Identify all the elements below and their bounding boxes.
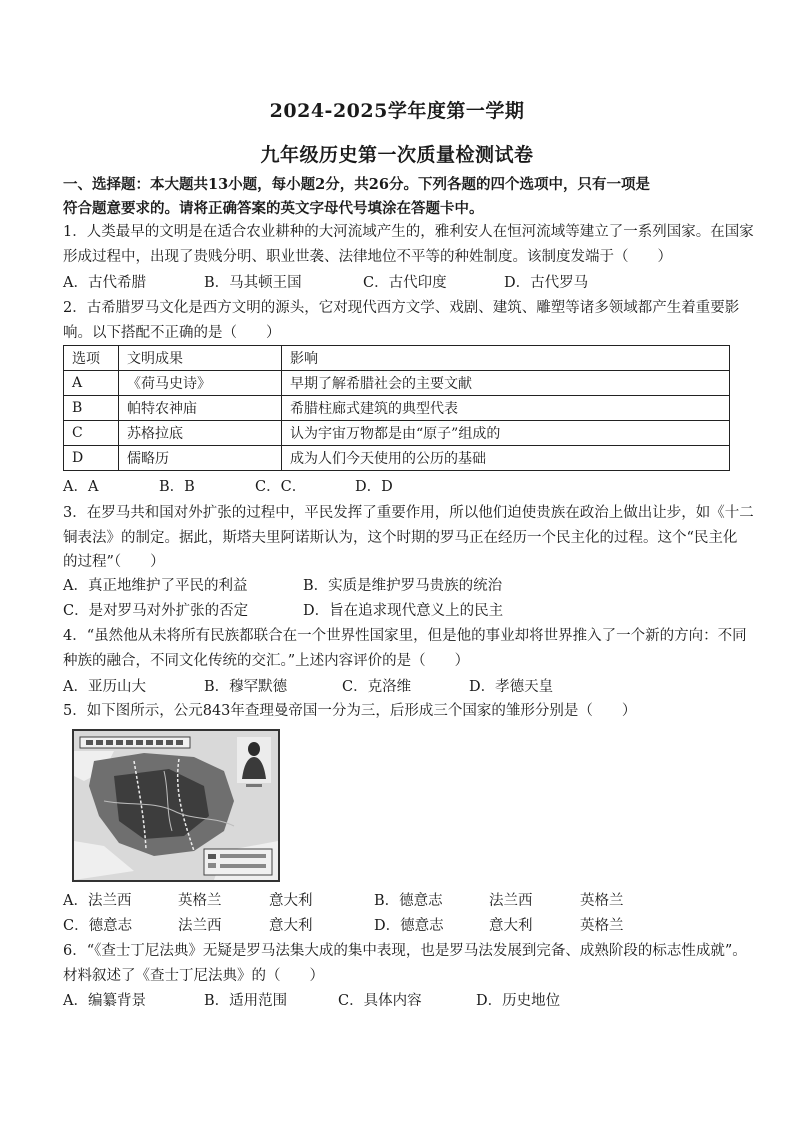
exam-title: 九年级历史第一次质量检测试卷 [260,144,534,166]
q1-stem-line-1: 1．人类最早的文明是在适合农业耕种的大河流域产生的，雅利安人在恒河流域等建立了一系列国家。在国家 [63,224,754,240]
q5-option-c-third: 意大利 [269,918,313,934]
table-row [64,421,730,446]
q6-options [63,990,743,1012]
table-cell: D [64,446,119,471]
q1-option-b: B．马其顿王国 [204,275,302,291]
table-cell: 儒略历 [119,446,282,471]
q2-option-c: C．C． [255,479,307,495]
q5-option-b-second: 法兰西 [489,893,533,909]
q3-option-a: A．真正地维护了平民的利益 [63,578,248,594]
table-header-cell: 文明成果 [119,346,282,371]
table-row [64,371,730,396]
map-illustration [74,731,278,880]
q3-options-row-1 [63,575,743,597]
table-cell: 《荷马史诗》 [119,371,282,396]
q4-option-b: B．穆罕默德 [204,679,288,695]
q1-options [63,272,743,294]
q5-option-c-second: 法兰西 [178,918,222,934]
q1-option-d: D．古代罗马 [504,275,589,291]
q3-option-d: D．旨在追求现代意义上的民主 [303,603,504,619]
table-cell: 希腊柱廊式建筑的典型代表 [282,396,730,421]
q6-stem-line-1: 6．“《查士丁尼法典》无疑是罗马法集大成的集中表现，也是罗马法发展到完备、成熟阶段的标志性成就”。 [63,943,747,959]
q2-option-b: B．B [159,479,195,495]
table-row [64,446,730,471]
q5-options-row-1 [63,890,743,912]
q3-stem-line-2: 铜表法》的制定。据此，斯塔夫里阿诺斯认为，这个时期的罗马正在经历一个民主化的过程。这个“民主化 [63,530,738,546]
table-header-cell: 影响 [282,346,730,371]
q5-option-b-third: 英格兰 [580,893,624,909]
q6-option-d: D．历史地位 [476,993,561,1009]
table-header-cell: 选项 [64,346,119,371]
q5-stem-line-1: 5．如下图所示，公元843年查理曼帝国一分为三，后形成三个国家的雏形分别是（ ） [63,703,637,719]
q2-stem-line-1: 2．古希腊罗马文化是西方文明的源头，它对现代西方文学、戏剧、建筑、雕塑等诸多领域都产生着重要影 [63,300,740,316]
q2-options [63,476,743,498]
q6-option-b: B．适用范围 [204,993,288,1009]
table-cell: 苏格拉底 [119,421,282,446]
q5-option-a-third: 意大利 [269,893,313,909]
q5-option-a-second: 英格兰 [178,893,222,909]
q2-table [63,345,730,471]
table-cell: 帕特农神庙 [119,396,282,421]
q2-option-d: D．D [355,479,393,495]
table-cell: C [64,421,119,446]
q5-options-row-2 [63,915,743,937]
q1-option-c: C．古代印度 [363,275,447,291]
q5-option-d: D．德意志 [374,918,444,934]
table-cell: A [64,371,119,396]
q3-stem-line-1: 3．在罗马共和国对外扩张的过程中，平民发挥了重要作用，所以他们迫使贵族在政治上做出让步，如《十二 [63,505,754,521]
instructions-line-2: 符合题意要求的。请将正确答案的英文字母代号填涂在答题卡中。 [63,200,484,217]
q5-option-b: B．德意志 [374,893,443,909]
q6-option-c: C．具体内容 [338,993,422,1009]
q2-option-a: A．A [63,479,99,495]
table-cell: 认为宇宙万物都是由“原子”组成的 [282,421,730,446]
q4-option-a: A．亚历山大 [63,679,146,695]
carolingian-division-map [72,729,280,882]
table-cell: B [64,396,119,421]
table-header-row [64,346,730,371]
exam-year-title: 2024-2025学年度第一学期 [269,100,525,122]
q1-option-a: A．古代希腊 [63,275,146,291]
q6-stem-line-2: 材料叙述了《查士丁尼法典》的（ ） [63,968,324,984]
q2-stem-line-2: 响。以下搭配不正确的是（ ） [63,325,281,341]
q4-option-c: C．克洛维 [342,679,412,695]
q3-options-row-2 [63,600,743,622]
q4-stem-line-2: 种族的融合，不同文化传统的交汇。”上述内容评价的是（ ） [63,653,470,669]
q6-option-a: A．编纂背景 [63,993,146,1009]
instructions-line-1: 一、选择题：本大题共13小题，每小题2分，共26分。下列各题的四个选项中，只有一项是 [63,176,650,193]
q5-option-d-second: 意大利 [489,918,533,934]
q5-option-a: A．法兰西 [63,893,132,909]
table-cell: 早期了解希腊社会的主要文献 [282,371,730,396]
q5-option-d-third: 英格兰 [580,918,624,934]
q4-stem-line-1: 4．“虽然他从未将所有民族都联合在一个世界性国家里，但是他的事业却将世界推入了一个新的方向：不同 [63,628,747,644]
q4-option-d: D．孝德天皇 [469,679,554,695]
table-cell: 成为人们今天使用的公历的基础 [282,446,730,471]
q5-option-c: C．德意志 [63,918,133,934]
q3-option-b: B．实质是维护罗马贵族的统治 [303,578,503,594]
table-row [64,396,730,421]
q1-stem-line-2: 形成过程中，出现了贵贱分明、职业世袭、法律地位不平等的种姓制度。该制度发端于（ ） [63,249,672,265]
q3-option-c: C．是对罗马对外扩张的否定 [63,603,249,619]
q3-stem-line-3: 的过程”（ ） [63,554,165,570]
section-instructions [63,173,733,221]
q4-options [63,676,743,698]
